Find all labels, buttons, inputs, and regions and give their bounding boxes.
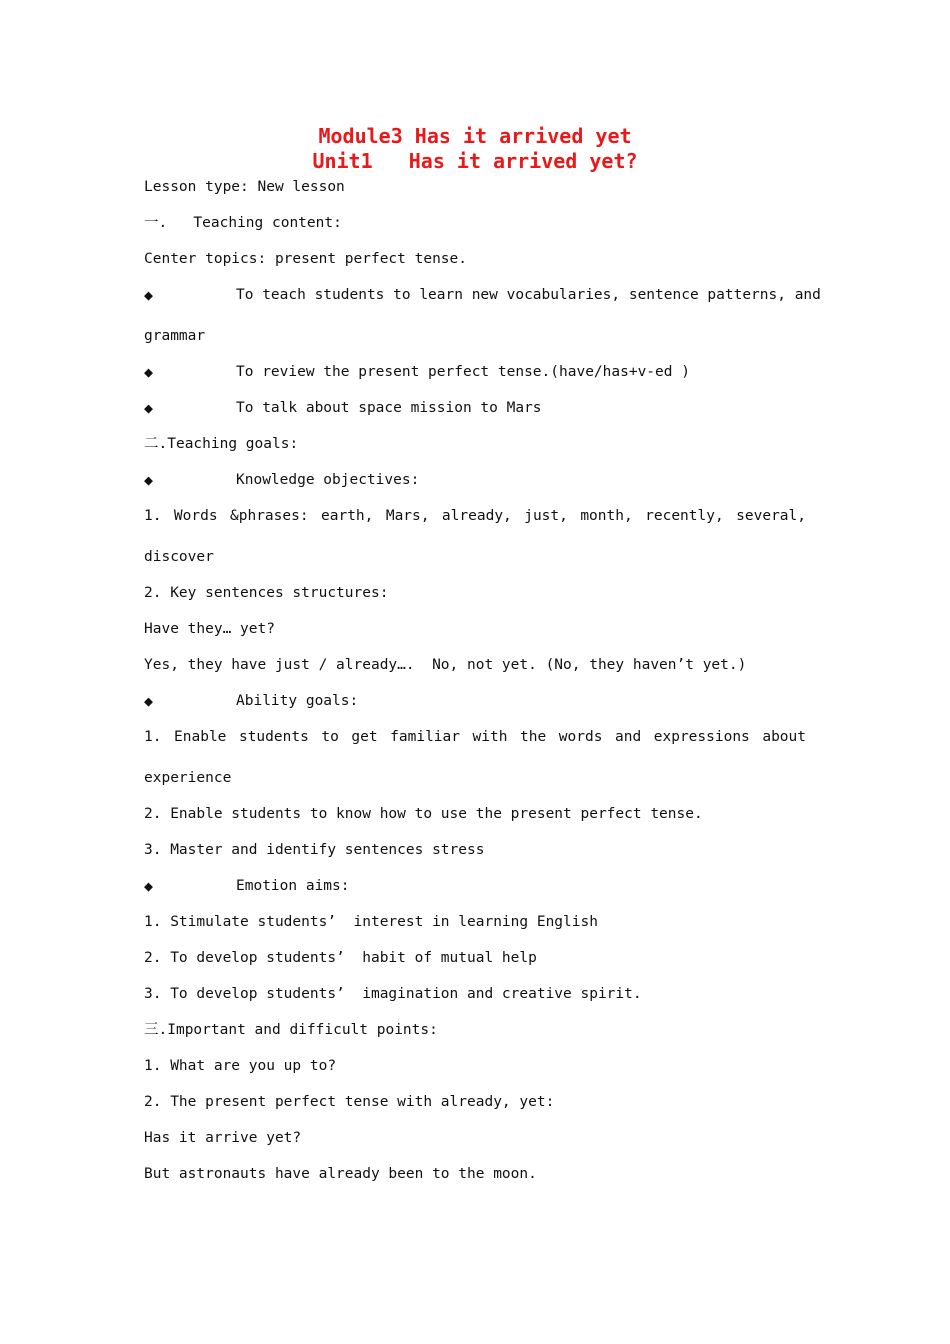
bullet-text: To talk about space mission to Mars [236,400,542,416]
emotion-aim-3: 3. To develop students’ imagination and creative spirit. [144,986,642,1002]
key-sentences: 2. Key sentences structures: [144,585,389,601]
ability-goal-2: 2. Enable students to know how to use the present perfect tense. [144,806,703,822]
point-2: 2. The present perfect tense with already, yet: [144,1094,555,1110]
section-important-points: 三.Important and difficult points: [144,1022,438,1038]
ability-goal-1: 1. Enable students to get familiar with the words and expressions about [144,729,806,745]
bullet-text-continuation: grammar [144,328,206,344]
ability-goal-1-continuation: experience [144,770,232,786]
diamond-bullet-icon: ◆ [144,363,154,381]
words-phrases: 1. Words &phrases: earth, Mars, already, just, month, recently, several, [144,508,806,524]
emotion-aim-2: 2. To develop students’ habit of mutual help [144,950,537,966]
example-answer: Yes, they have just / already…. No, not yet. (No, they haven’t yet.) [144,657,747,673]
section-teaching-goals: 二.Teaching goals: [144,436,299,452]
example-sentence-1: Has it arrive yet? [144,1130,302,1146]
point-1: 1. What are you up to? [144,1058,337,1074]
words-phrases-continuation: discover [144,549,214,565]
bullet-text: To review the present perfect tense.(have/has+v-ed ) [236,364,690,380]
diamond-bullet-icon: ◆ [144,471,154,489]
bullet-item [144,285,821,365]
bullet-text: Emotion aims: [236,878,350,894]
doc-title-unit: Unit1 Has it arrived yet? [312,149,638,173]
center-topics: Center topics: present perfect tense. [144,251,468,267]
example-question: Have they… yet? [144,621,275,637]
diamond-bullet-icon: ◆ [144,286,154,304]
example-sentence-2: But astronauts have already been to the moon. [144,1166,537,1182]
emotion-aim-1: 1. Stimulate students’ interest in learning English [144,914,598,930]
lesson-type: Lesson type: New lesson [144,179,345,195]
diamond-bullet-icon: ◆ [144,399,154,417]
bullet-text: Ability goals: [236,693,359,709]
ability-goal-3: 3. Master and identify sentences stress [144,842,485,858]
bullet-text: Knowledge objectives: [236,472,420,488]
bullet-text: To teach students to learn new vocabularies, sentence patterns, and [236,287,821,303]
diamond-bullet-icon: ◆ [144,692,154,710]
diamond-bullet-icon: ◆ [144,877,154,895]
section-teaching-content: 一. Teaching content: [144,215,342,231]
doc-title-module: Module3 Has it arrived yet [318,124,632,148]
